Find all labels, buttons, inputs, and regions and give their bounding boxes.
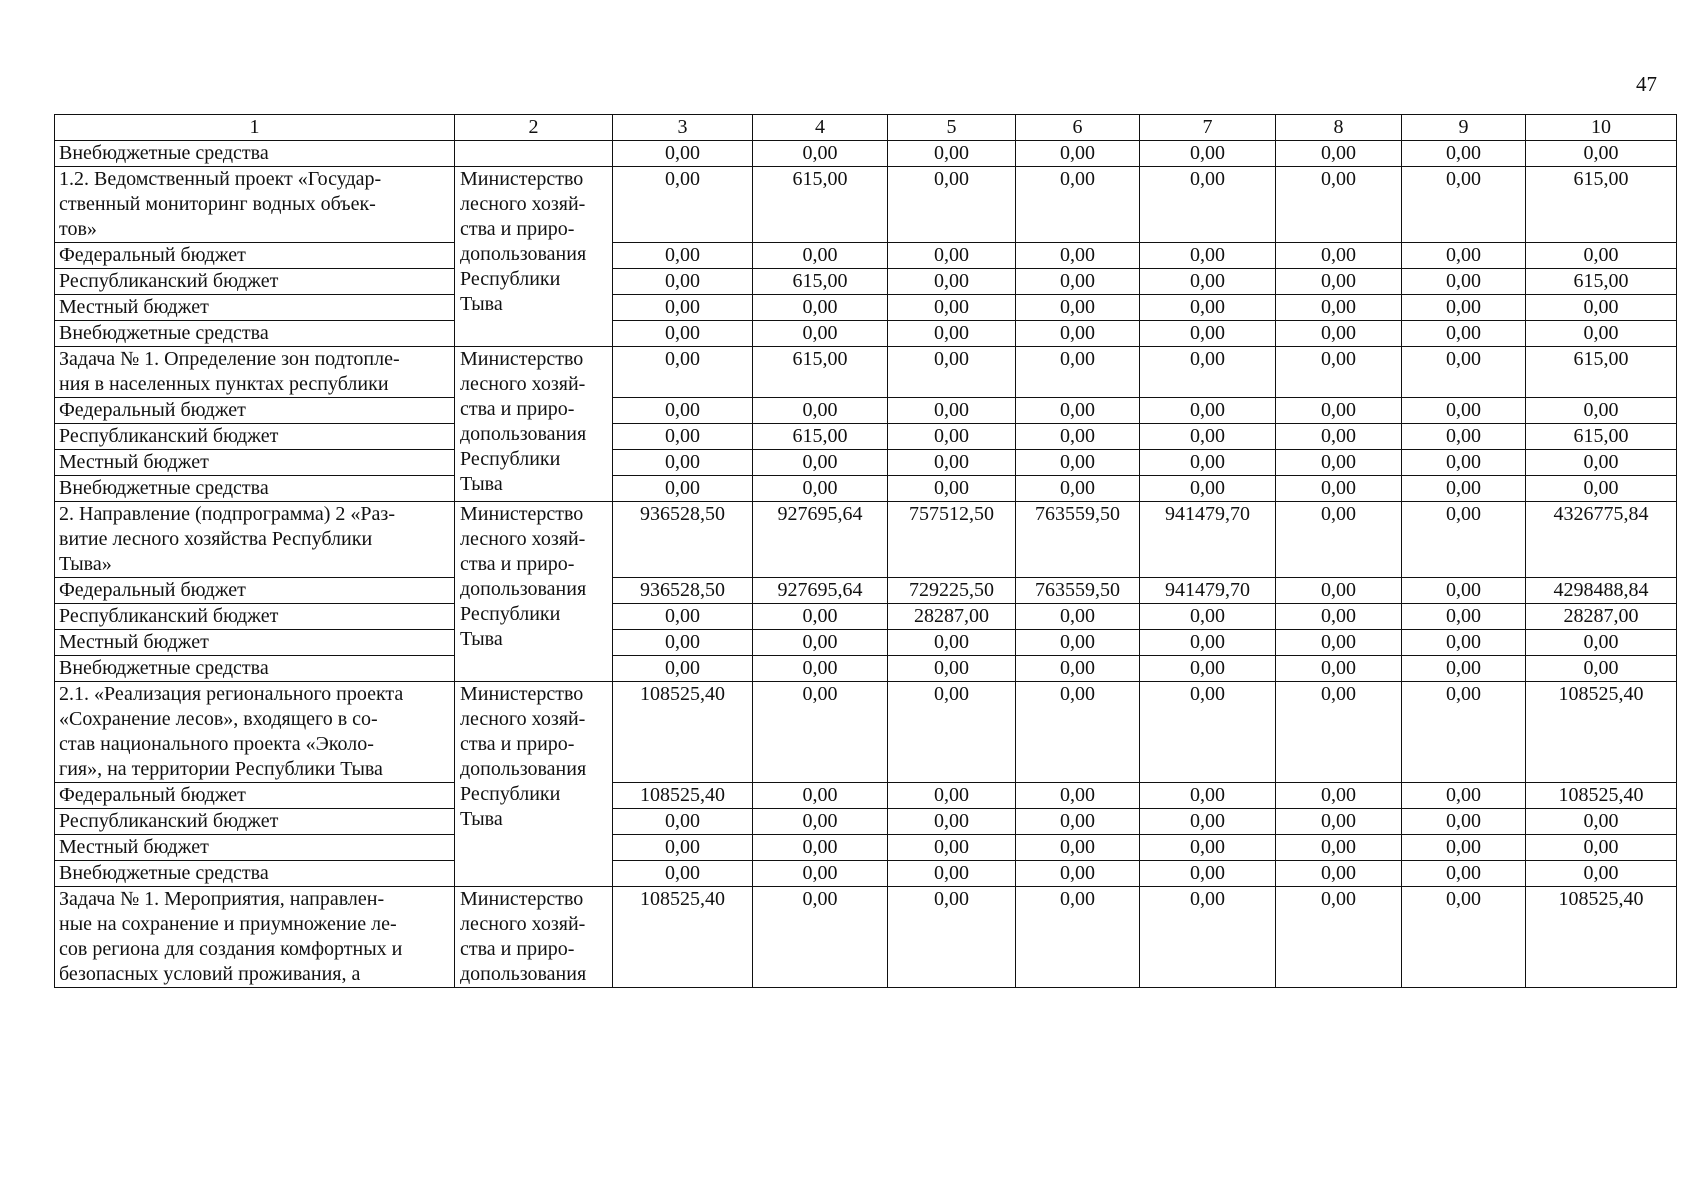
- value-cell: 0,00: [1402, 682, 1526, 783]
- value-cell: 0,00: [888, 347, 1016, 398]
- executor-cell: Министерство лесного хозяй- ства и приро- допользования Республики Тыва: [455, 167, 613, 347]
- row-label: Внебюджетные средства: [55, 141, 455, 167]
- value-cell: 0,00: [1140, 398, 1276, 424]
- table-row: [55, 630, 1677, 656]
- value-cell: 0,00: [1276, 604, 1402, 630]
- row-label: Местный бюджет: [55, 295, 455, 321]
- row-label: Внебюджетные средства: [55, 861, 455, 887]
- value-cell: 0,00: [753, 630, 888, 656]
- value-cell: 0,00: [888, 269, 1016, 295]
- table-row: [55, 269, 1677, 295]
- value-cell: 763559,50: [1016, 578, 1140, 604]
- value-cell: 0,00: [613, 450, 753, 476]
- value-cell: 0,00: [1016, 347, 1140, 398]
- value-cell: 0,00: [1402, 398, 1526, 424]
- value-cell: 0,00: [1140, 656, 1276, 682]
- value-cell: 0,00: [1526, 141, 1677, 167]
- row-label: Местный бюджет: [55, 630, 455, 656]
- row-label: Федеральный бюджет: [55, 783, 455, 809]
- table-row: [55, 424, 1677, 450]
- value-cell: 0,00: [1526, 450, 1677, 476]
- row-label: Республиканский бюджет: [55, 604, 455, 630]
- page-number: 47: [1636, 72, 1657, 96]
- value-cell: 936528,50: [613, 502, 753, 578]
- value-cell: 0,00: [1140, 321, 1276, 347]
- value-cell: 0,00: [1526, 861, 1677, 887]
- value-cell: 0,00: [613, 243, 753, 269]
- table-row: [55, 809, 1677, 835]
- table-row: [55, 656, 1677, 682]
- value-cell: 0,00: [1016, 809, 1140, 835]
- value-cell: 0,00: [753, 809, 888, 835]
- value-cell: 0,00: [1016, 476, 1140, 502]
- value-cell: 936528,50: [613, 578, 753, 604]
- value-cell: 0,00: [1276, 398, 1402, 424]
- row-label: 1.2. Ведомственный проект «Государ- ственный мониторинг водных объек- тов»: [55, 167, 455, 243]
- value-cell: 0,00: [1016, 835, 1140, 861]
- column-header: 3: [613, 115, 753, 141]
- table-row: [55, 861, 1677, 887]
- value-cell: 0,00: [753, 398, 888, 424]
- value-cell: 0,00: [1276, 167, 1402, 243]
- column-header: 9: [1402, 115, 1526, 141]
- value-cell: 0,00: [1402, 604, 1526, 630]
- value-cell: 0,00: [1140, 630, 1276, 656]
- table-row: [55, 604, 1677, 630]
- value-cell: 0,00: [613, 141, 753, 167]
- value-cell: 0,00: [1276, 502, 1402, 578]
- value-cell: 0,00: [753, 861, 888, 887]
- value-cell: 0,00: [1140, 243, 1276, 269]
- table-row: [55, 450, 1677, 476]
- value-cell: 0,00: [753, 141, 888, 167]
- table-row: [55, 398, 1677, 424]
- value-cell: 0,00: [1402, 167, 1526, 243]
- value-cell: 0,00: [1016, 321, 1140, 347]
- value-cell: 0,00: [888, 398, 1016, 424]
- value-cell: 0,00: [1016, 167, 1140, 243]
- value-cell: 0,00: [888, 783, 1016, 809]
- value-cell: 0,00: [1016, 295, 1140, 321]
- value-cell: 0,00: [888, 476, 1016, 502]
- value-cell: 0,00: [613, 630, 753, 656]
- value-cell: 28287,00: [1526, 604, 1677, 630]
- value-cell: 757512,50: [888, 502, 1016, 578]
- column-header: 1: [55, 115, 455, 141]
- row-label: Федеральный бюджет: [55, 398, 455, 424]
- table-row: [55, 167, 1677, 243]
- value-cell: 0,00: [1526, 321, 1677, 347]
- value-cell: 0,00: [613, 835, 753, 861]
- value-cell: 0,00: [613, 424, 753, 450]
- table-row: [55, 141, 1677, 167]
- value-cell: 0,00: [1140, 424, 1276, 450]
- value-cell: 0,00: [1402, 502, 1526, 578]
- value-cell: 0,00: [753, 656, 888, 682]
- value-cell: 0,00: [753, 835, 888, 861]
- value-cell: 0,00: [1402, 269, 1526, 295]
- column-header: 2: [455, 115, 613, 141]
- column-header: 10: [1526, 115, 1677, 141]
- column-header: 4: [753, 115, 888, 141]
- value-cell: 0,00: [1526, 630, 1677, 656]
- value-cell: 615,00: [1526, 347, 1677, 398]
- executor-cell: Министерство лесного хозяй- ства и приро- допользования Республики Тыва: [455, 682, 613, 887]
- value-cell: 0,00: [1402, 809, 1526, 835]
- table-row: [55, 321, 1677, 347]
- value-cell: 0,00: [888, 887, 1016, 988]
- value-cell: 0,00: [1276, 295, 1402, 321]
- value-cell: 0,00: [1526, 295, 1677, 321]
- value-cell: 0,00: [888, 835, 1016, 861]
- value-cell: 0,00: [1402, 476, 1526, 502]
- value-cell: 0,00: [1140, 887, 1276, 988]
- value-cell: 0,00: [613, 861, 753, 887]
- value-cell: 0,00: [1402, 783, 1526, 809]
- table-row: [55, 578, 1677, 604]
- header-row: [55, 115, 1677, 141]
- value-cell: 0,00: [1140, 604, 1276, 630]
- value-cell: 615,00: [1526, 269, 1677, 295]
- value-cell: 0,00: [1402, 347, 1526, 398]
- value-cell: 0,00: [888, 630, 1016, 656]
- value-cell: 0,00: [888, 861, 1016, 887]
- value-cell: 0,00: [888, 295, 1016, 321]
- table-row: [55, 243, 1677, 269]
- value-cell: 0,00: [1016, 604, 1140, 630]
- row-label: Федеральный бюджет: [55, 578, 455, 604]
- column-header: 5: [888, 115, 1016, 141]
- table-body: [55, 115, 1677, 988]
- table-row: [55, 347, 1677, 398]
- value-cell: 0,00: [888, 167, 1016, 243]
- table-row: [55, 783, 1677, 809]
- value-cell: 0,00: [1526, 656, 1677, 682]
- row-label: Республиканский бюджет: [55, 269, 455, 295]
- table-row: [55, 682, 1677, 783]
- value-cell: 0,00: [613, 398, 753, 424]
- value-cell: 0,00: [1276, 269, 1402, 295]
- row-label: Внебюджетные средства: [55, 476, 455, 502]
- value-cell: 0,00: [1016, 243, 1140, 269]
- value-cell: 0,00: [1276, 578, 1402, 604]
- value-cell: 0,00: [613, 656, 753, 682]
- value-cell: 927695,64: [753, 502, 888, 578]
- value-cell: 0,00: [1016, 783, 1140, 809]
- row-label: Внебюджетные средства: [55, 656, 455, 682]
- value-cell: 0,00: [1016, 887, 1140, 988]
- value-cell: 28287,00: [888, 604, 1016, 630]
- row-label: Задача № 1. Определение зон подтопле- ния в населенных пунктах республики: [55, 347, 455, 398]
- value-cell: 108525,40: [613, 682, 753, 783]
- value-cell: 0,00: [1016, 398, 1140, 424]
- value-cell: 0,00: [753, 450, 888, 476]
- value-cell: 0,00: [1140, 476, 1276, 502]
- value-cell: 0,00: [1276, 783, 1402, 809]
- value-cell: 0,00: [1402, 835, 1526, 861]
- value-cell: 0,00: [1016, 630, 1140, 656]
- value-cell: 0,00: [1276, 243, 1402, 269]
- value-cell: 0,00: [1276, 809, 1402, 835]
- value-cell: 0,00: [613, 295, 753, 321]
- value-cell: 4298488,84: [1526, 578, 1677, 604]
- value-cell: 0,00: [1016, 141, 1140, 167]
- value-cell: 0,00: [1526, 476, 1677, 502]
- value-cell: 0,00: [613, 321, 753, 347]
- value-cell: 615,00: [753, 424, 888, 450]
- value-cell: 0,00: [1140, 167, 1276, 243]
- value-cell: 0,00: [1526, 243, 1677, 269]
- executor-cell: Министерство лесного хозяй- ства и приро- допользования Республики Тыва: [455, 347, 613, 502]
- value-cell: 0,00: [1016, 269, 1140, 295]
- value-cell: 0,00: [753, 604, 888, 630]
- value-cell: 0,00: [1016, 424, 1140, 450]
- value-cell: 0,00: [1276, 835, 1402, 861]
- value-cell: 0,00: [888, 321, 1016, 347]
- value-cell: 0,00: [1276, 476, 1402, 502]
- value-cell: 0,00: [753, 476, 888, 502]
- budget-table: [54, 114, 1677, 988]
- value-cell: 0,00: [613, 269, 753, 295]
- value-cell: 0,00: [1402, 656, 1526, 682]
- value-cell: 927695,64: [753, 578, 888, 604]
- value-cell: 0,00: [613, 167, 753, 243]
- row-label: Местный бюджет: [55, 450, 455, 476]
- value-cell: 0,00: [1140, 835, 1276, 861]
- value-cell: 0,00: [1402, 578, 1526, 604]
- value-cell: 0,00: [888, 243, 1016, 269]
- value-cell: 0,00: [1276, 682, 1402, 783]
- table-row: [55, 502, 1677, 578]
- table-row: [55, 295, 1677, 321]
- value-cell: 0,00: [1140, 809, 1276, 835]
- executor-cell: Министерство лесного хозяй- ства и приро- допользования: [455, 887, 613, 988]
- value-cell: 0,00: [1276, 321, 1402, 347]
- value-cell: 615,00: [753, 347, 888, 398]
- value-cell: 0,00: [1016, 450, 1140, 476]
- value-cell: 0,00: [1402, 243, 1526, 269]
- row-label: Республиканский бюджет: [55, 809, 455, 835]
- value-cell: 0,00: [1402, 141, 1526, 167]
- column-header: 8: [1276, 115, 1402, 141]
- value-cell: 0,00: [1402, 295, 1526, 321]
- value-cell: 615,00: [753, 167, 888, 243]
- value-cell: 941479,70: [1140, 502, 1276, 578]
- value-cell: 941479,70: [1140, 578, 1276, 604]
- value-cell: 615,00: [753, 269, 888, 295]
- value-cell: 0,00: [1140, 450, 1276, 476]
- value-cell: 0,00: [1402, 450, 1526, 476]
- value-cell: 0,00: [1276, 424, 1402, 450]
- value-cell: 0,00: [1402, 887, 1526, 988]
- value-cell: 615,00: [1526, 424, 1677, 450]
- value-cell: 0,00: [613, 809, 753, 835]
- value-cell: 0,00: [1140, 269, 1276, 295]
- row-label: Местный бюджет: [55, 835, 455, 861]
- value-cell: 0,00: [1140, 783, 1276, 809]
- value-cell: 0,00: [613, 347, 753, 398]
- column-header: 6: [1016, 115, 1140, 141]
- row-label: Задача № 1. Мероприятия, направлен- ные на сохранение и приумножение ле- сов региона для создания комфортных и безопасных условий проживания, а: [55, 887, 455, 988]
- value-cell: 0,00: [1140, 347, 1276, 398]
- value-cell: 763559,50: [1016, 502, 1140, 578]
- value-cell: 0,00: [1016, 656, 1140, 682]
- value-cell: 0,00: [888, 809, 1016, 835]
- value-cell: 0,00: [613, 604, 753, 630]
- value-cell: 0,00: [1276, 630, 1402, 656]
- row-label: Федеральный бюджет: [55, 243, 455, 269]
- value-cell: 0,00: [888, 424, 1016, 450]
- value-cell: 0,00: [888, 682, 1016, 783]
- value-cell: 615,00: [1526, 167, 1677, 243]
- value-cell: 0,00: [1016, 682, 1140, 783]
- row-label: 2. Направление (подпрограмма) 2 «Раз- витие лесного хозяйства Республики Тыва»: [55, 502, 455, 578]
- executor-cell: [455, 141, 613, 167]
- row-label: 2.1. «Реализация регионального проекта «Сохранение лесов», входящего в со- став национального проекта «Эколо- гия», на территории Республики Тыва: [55, 682, 455, 783]
- value-cell: 108525,40: [1526, 682, 1677, 783]
- value-cell: 0,00: [888, 450, 1016, 476]
- value-cell: 0,00: [613, 476, 753, 502]
- value-cell: 0,00: [1276, 450, 1402, 476]
- row-label: Внебюджетные средства: [55, 321, 455, 347]
- value-cell: 729225,50: [888, 578, 1016, 604]
- table-row: [55, 835, 1677, 861]
- value-cell: 0,00: [888, 141, 1016, 167]
- value-cell: 0,00: [1526, 809, 1677, 835]
- value-cell: 0,00: [1402, 321, 1526, 347]
- executor-cell: Министерство лесного хозяй- ства и приро- допользования Республики Тыва: [455, 502, 613, 682]
- table-row: [55, 476, 1677, 502]
- row-label: Республиканский бюджет: [55, 424, 455, 450]
- value-cell: 0,00: [1276, 887, 1402, 988]
- value-cell: 0,00: [753, 887, 888, 988]
- value-cell: 0,00: [1016, 861, 1140, 887]
- value-cell: 4326775,84: [1526, 502, 1677, 578]
- value-cell: 108525,40: [1526, 887, 1677, 988]
- value-cell: 0,00: [753, 321, 888, 347]
- column-header: 7: [1140, 115, 1276, 141]
- value-cell: 0,00: [1140, 861, 1276, 887]
- value-cell: 0,00: [1140, 295, 1276, 321]
- value-cell: 0,00: [753, 682, 888, 783]
- value-cell: 0,00: [888, 656, 1016, 682]
- value-cell: 0,00: [753, 243, 888, 269]
- value-cell: 0,00: [1276, 861, 1402, 887]
- table-row: [55, 887, 1677, 988]
- value-cell: 0,00: [1402, 424, 1526, 450]
- value-cell: 0,00: [1526, 835, 1677, 861]
- value-cell: 0,00: [1276, 656, 1402, 682]
- value-cell: 0,00: [1140, 141, 1276, 167]
- value-cell: 108525,40: [613, 887, 753, 988]
- value-cell: 0,00: [1140, 682, 1276, 783]
- value-cell: 0,00: [1402, 861, 1526, 887]
- value-cell: 108525,40: [1526, 783, 1677, 809]
- value-cell: 0,00: [1276, 141, 1402, 167]
- value-cell: 0,00: [753, 295, 888, 321]
- value-cell: 0,00: [1526, 398, 1677, 424]
- value-cell: 108525,40: [613, 783, 753, 809]
- value-cell: 0,00: [1402, 630, 1526, 656]
- value-cell: 0,00: [753, 783, 888, 809]
- value-cell: 0,00: [1276, 347, 1402, 398]
